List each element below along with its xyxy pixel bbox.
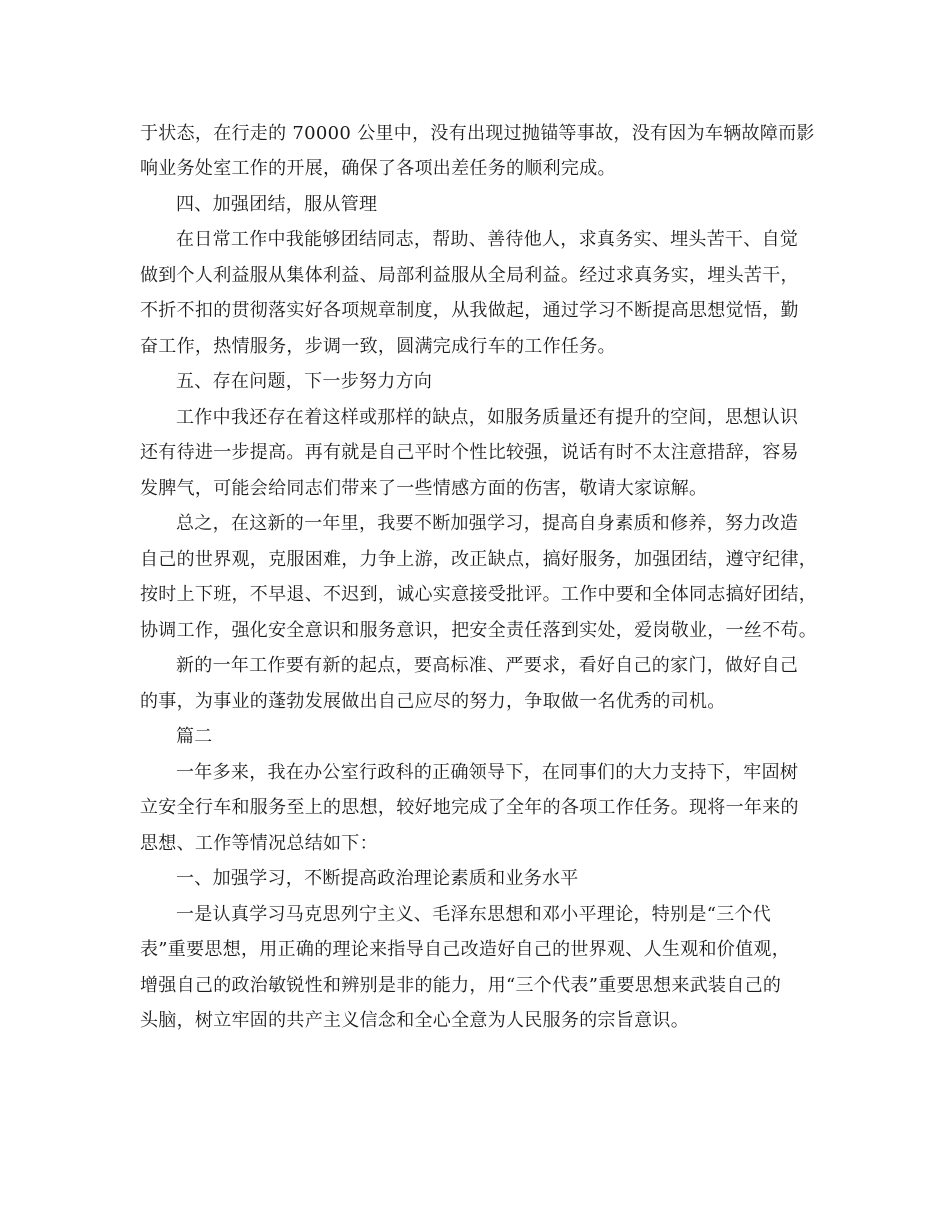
body-text-line: 新的一年工作要有新的起点，要高标准、严要求，看好自己的家门，做好自己 [176, 655, 799, 676]
body-text-line: 在日常工作中我能够团结同志，帮助、善待他人，求真务实、埋头苦干、自觉 [176, 229, 799, 250]
body-text-line: 协调工作，强化安全意识和服务意识，把安全责任落到实处，爱岗敬业，一丝不苟。 [140, 620, 818, 641]
body-text-line: 按时上下班，不早退、不迟到，诚心实意接受批评。工作中要和全体同志搞好团结， [140, 584, 818, 605]
body-text-line: 自己的世界观，克服困难，力争上游，改正缺点，搞好服务，加强团结，遵守纪律， [140, 549, 818, 570]
body-text-line: 不折不扣的贯彻落实好各项规章制度，从我做起，通过学习不断提高思想觉悟，勤 [140, 300, 799, 321]
body-text-line: 头脑，树立牢固的共产主义信念和全心全意为人民服务的宗旨意识。 [140, 1010, 689, 1031]
body-text-line: 奋工作，热情服务，步调一致，圆满完成行车的工作任务。 [140, 336, 616, 357]
body-text-line: 表”重要思想，用正确的理论来指导自己改造好自己的世界观、人生观和价值观， [140, 939, 790, 960]
body-text-line: 总之，在这新的一年里，我要不断加强学习，提高自身素质和修养，努力改造 [176, 513, 799, 534]
body-text-line: 于状态，在行走的 70000 公里中，没有出现过抛锚等事故，没有因为车辆故障而影 [140, 123, 815, 144]
body-text-line: 发脾气，可能会给同志们带来了一些情感方面的伤害，敬请大家谅解。 [140, 478, 708, 499]
section-heading: 一、加强学习，不断提高政治理论素质和业务水平 [176, 868, 579, 889]
section-heading: 五、存在问题，下一步努力方向 [176, 371, 433, 392]
section-heading: 四、加强团结，服从管理 [176, 194, 378, 215]
body-text-line: 做到个人利益服从集体利益、局部利益服从全局利益。经过求真务实，埋头苦干， [140, 265, 799, 286]
body-text-line: 思想、工作等情况总结如下： [140, 833, 378, 854]
body-text-line: 的事，为事业的蓬勃发展做出自己应尽的努力，争取做一名优秀的司机。 [140, 691, 726, 712]
body-text-line: 还有待进一步提高。再有就是自己平时个性比较强，说话有时不太注意措辞，容易 [140, 442, 799, 463]
body-text-line: 立安全行车和服务至上的思想，较好地完成了全年的各项工作任务。现将一年来的 [140, 797, 799, 818]
body-text-line: 工作中我还存在着这样或那样的缺点，如服务质量还有提升的空间，思想认识 [176, 407, 799, 428]
body-text-line: 一年多来，我在办公室行政科的正确领导下，在同事们的大力支持下，牢固树 [176, 762, 799, 783]
body-text-line: 响业务处室工作的开展，确保了各项出差任务的顺利完成。 [140, 158, 616, 179]
body-text-line: 增强自己的政治敏锐性和辨别是非的能力，用“三个代表”重要思想来武装自己的 [140, 975, 782, 996]
section-heading: 篇二 [176, 726, 213, 747]
body-text-line: 一是认真学习马克思列宁主义、毛泽东思想和邓小平理论，特别是“三个代 [176, 904, 772, 925]
